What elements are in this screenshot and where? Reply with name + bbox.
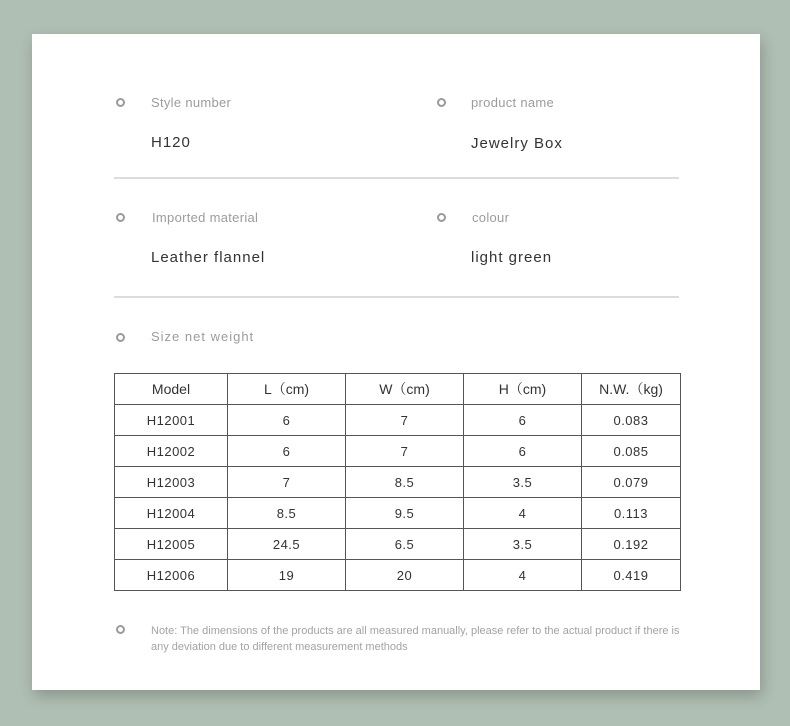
cell-width: 20	[346, 560, 464, 591]
cell-model: H12002	[115, 436, 228, 467]
measurement-note: Note: The dimensions of the products are all measured manually, please refer to the actual product if there is any deviation due to different measurement methods	[151, 625, 680, 653]
header-height: H（cm)	[464, 374, 582, 405]
cell-length: 6	[228, 405, 346, 436]
cell-model: H12006	[115, 560, 228, 591]
header-length: L（cm)	[228, 374, 346, 405]
cell-height: 4	[464, 498, 582, 529]
bullet-icon	[116, 213, 125, 222]
cell-length: 19	[228, 560, 346, 591]
divider	[114, 296, 679, 298]
cell-height: 4	[464, 560, 582, 591]
size-net-weight-label: Size net weight	[151, 329, 255, 344]
cell-width: 9.5	[346, 498, 464, 529]
cell-height: 3.5	[464, 529, 582, 560]
style-number-label: Style number	[151, 95, 232, 110]
cell-model: H12004	[115, 498, 228, 529]
cell-net-weight: 0.085	[582, 436, 681, 467]
cell-height: 3.5	[464, 467, 582, 498]
table-row	[115, 467, 681, 498]
table-row	[115, 436, 681, 467]
size-table	[114, 373, 681, 591]
table-row	[115, 405, 681, 436]
bullet-icon	[437, 213, 446, 222]
cell-length: 7	[228, 467, 346, 498]
cell-model: H12003	[115, 467, 228, 498]
cell-net-weight: 0.113	[582, 498, 681, 529]
cell-net-weight: 0.419	[582, 560, 681, 591]
cell-net-weight: 0.083	[582, 405, 681, 436]
cell-length: 6	[228, 436, 346, 467]
cell-model: H12005	[115, 529, 228, 560]
cell-length: 8.5	[228, 498, 346, 529]
cell-length: 24.5	[228, 529, 346, 560]
colour-value: light green	[471, 249, 553, 266]
product-name-label: product name	[471, 95, 555, 110]
bullet-icon	[116, 333, 125, 342]
header-width: W（cm)	[346, 374, 464, 405]
imported-material-label: Imported material	[152, 210, 259, 225]
divider	[114, 177, 679, 179]
bullet-icon	[116, 98, 125, 107]
imported-material-value: Leather flannel	[151, 249, 266, 266]
table-row	[115, 529, 681, 560]
cell-width: 6.5	[346, 529, 464, 560]
table-row	[115, 560, 681, 591]
header-model: Model	[115, 374, 228, 405]
cell-height: 6	[464, 436, 582, 467]
cell-width: 8.5	[346, 467, 464, 498]
table-header-row	[115, 374, 681, 405]
cell-width: 7	[346, 405, 464, 436]
cell-model: H12001	[115, 405, 228, 436]
spec-card	[32, 34, 760, 690]
style-number-value: H120	[151, 134, 191, 151]
bullet-icon	[116, 625, 125, 634]
cell-height: 6	[464, 405, 582, 436]
cell-net-weight: 0.192	[582, 529, 681, 560]
header-net-weight: N.W.（kg)	[582, 374, 681, 405]
colour-label: colour	[472, 210, 510, 225]
table-row	[115, 498, 681, 529]
cell-net-weight: 0.079	[582, 467, 681, 498]
cell-width: 7	[346, 436, 464, 467]
product-name-value: Jewelry Box	[471, 135, 563, 152]
bullet-icon	[437, 98, 446, 107]
